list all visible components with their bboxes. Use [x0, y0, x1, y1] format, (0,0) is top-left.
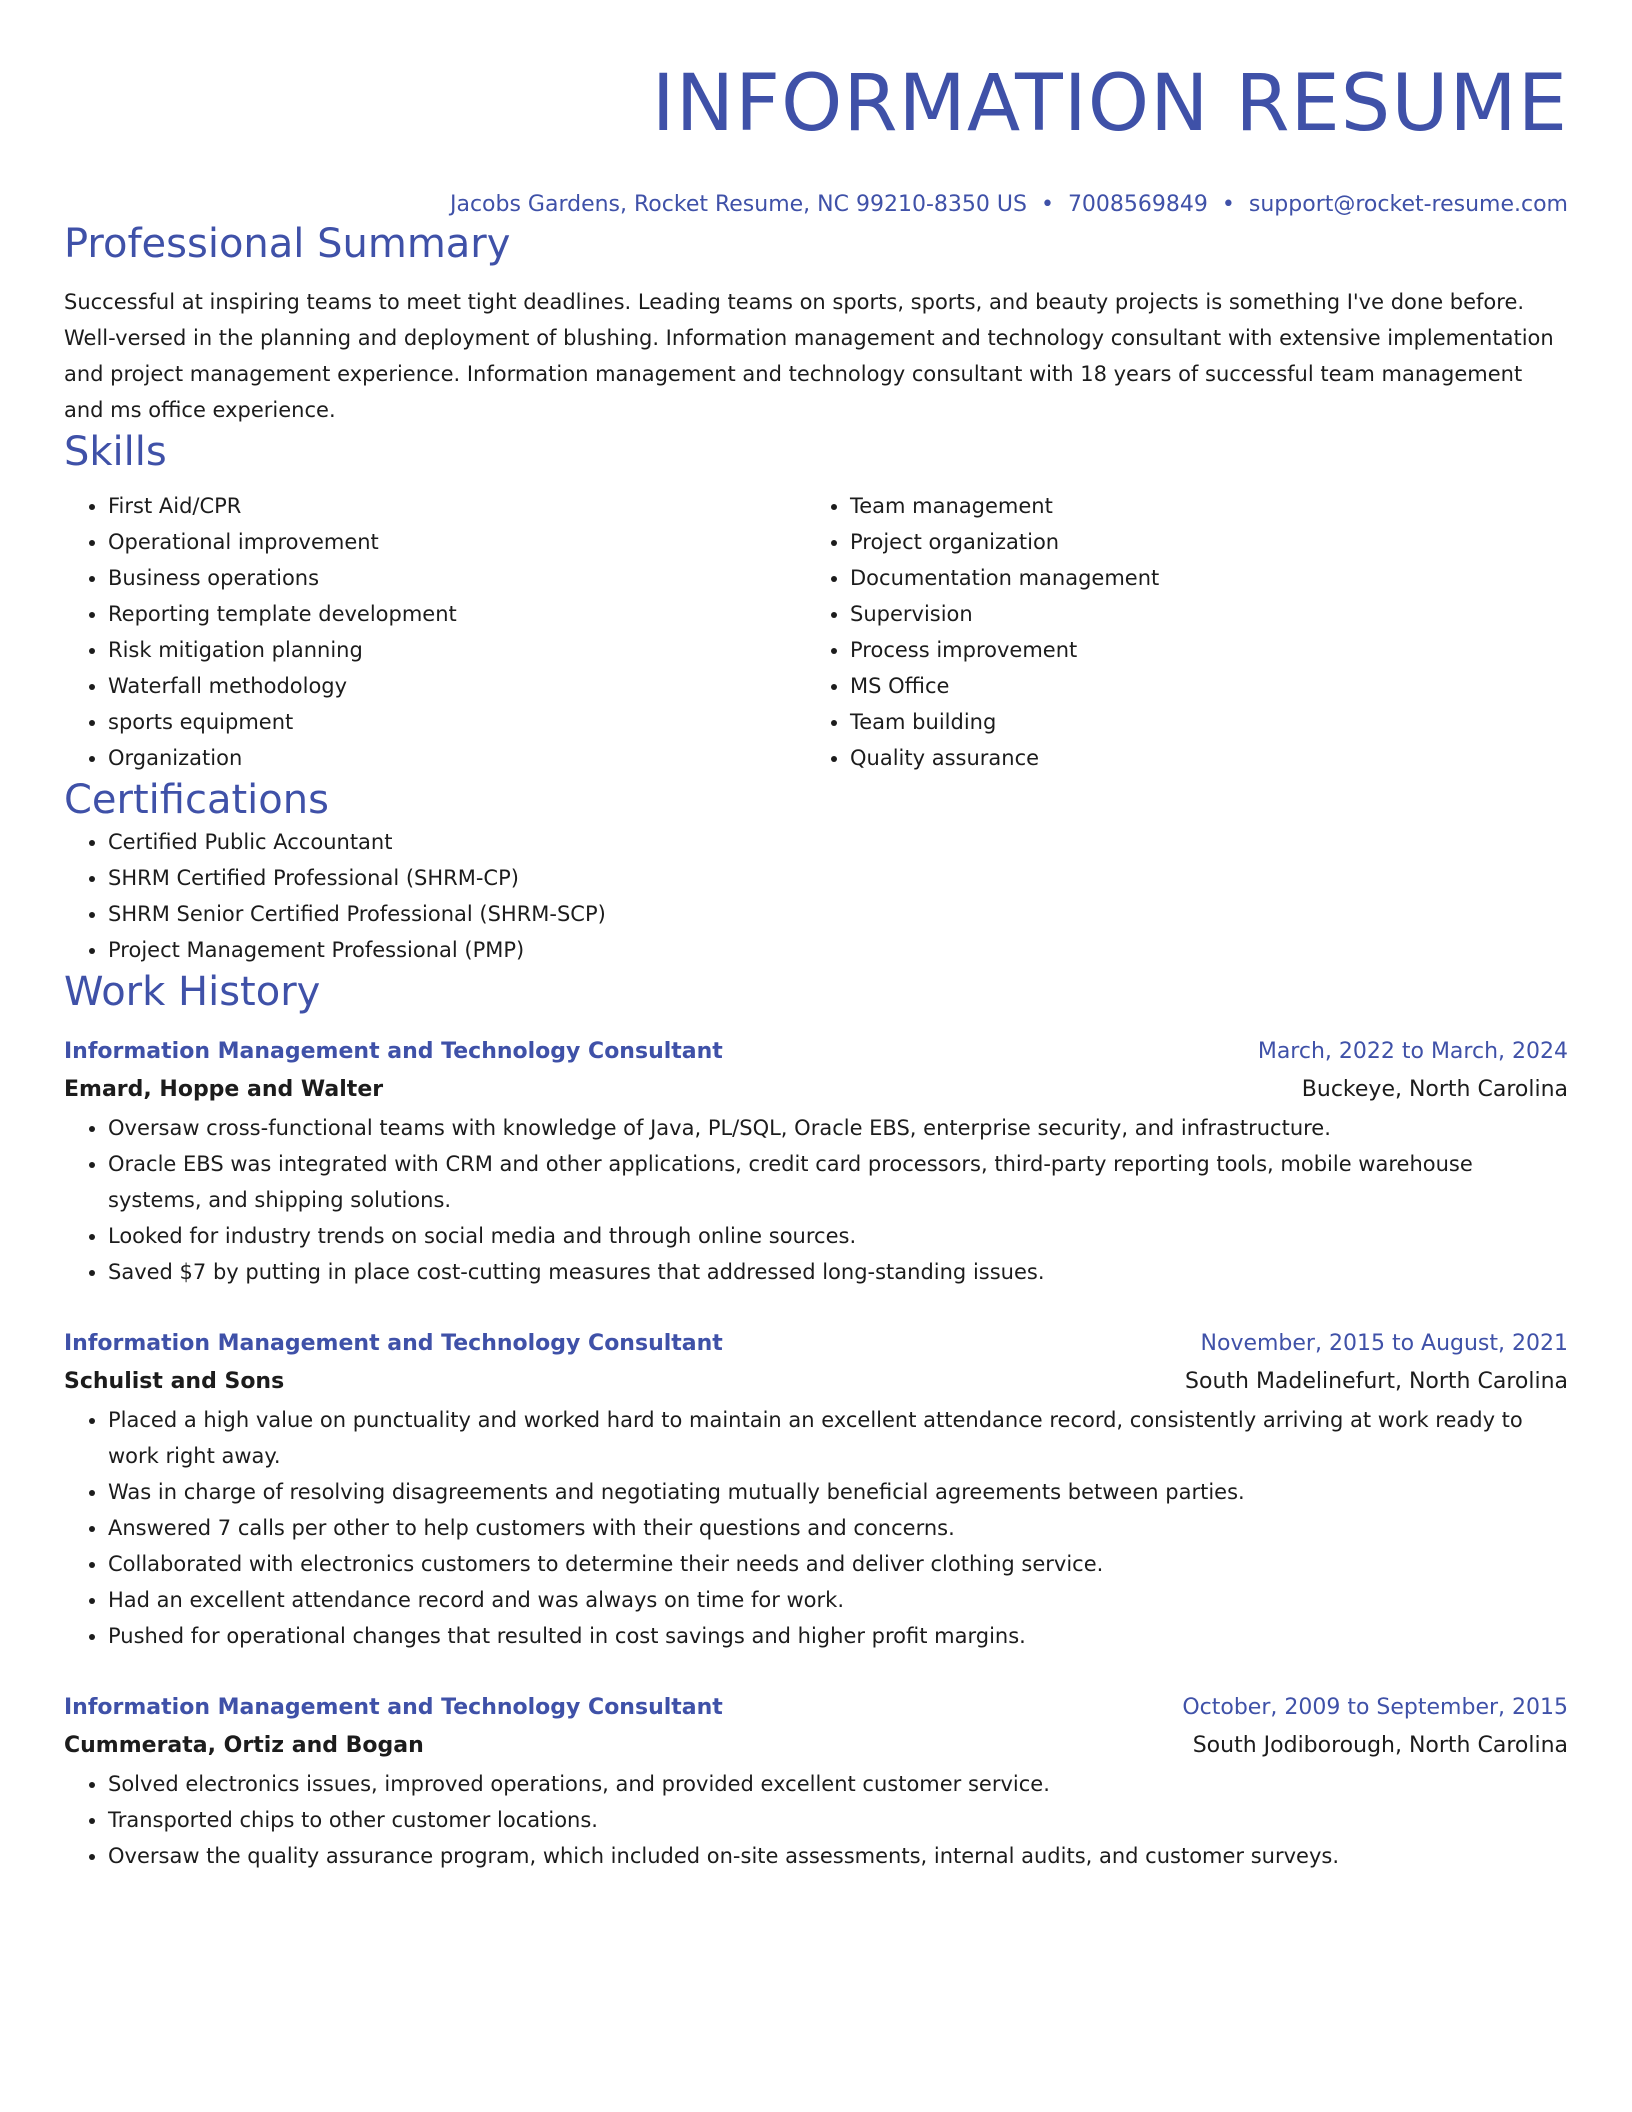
- contact-address: Jacobs Gardens, Rocket Resume, NC 99210-8350 US: [449, 192, 1027, 217]
- job-title: Information Management and Technology Consultant: [64, 1695, 723, 1720]
- skill-item: • Quality assurance: [850, 740, 1548, 776]
- job-bullet: • Was in charge of resolving disagreements and negotiating mutually beneficial agreements between parties.: [108, 1474, 1568, 1510]
- job-dates: November, 2015 to August, 2021: [1200, 1331, 1568, 1356]
- job-dates: March, 2022 to March, 2024: [1257, 1039, 1568, 1064]
- skill-item: • Documentation management: [850, 560, 1548, 596]
- skill-item: • Risk mitigation planning: [108, 632, 806, 668]
- job-bullet: • Solved electronics issues, improved operations, and provided excellent customer service.: [108, 1766, 1568, 1802]
- certifications-list: [64, 824, 1568, 968]
- job-entry: [64, 1034, 1568, 1290]
- skills-list-left: [64, 488, 806, 776]
- job-entry: [64, 1326, 1568, 1654]
- certification-item: • SHRM Senior Certified Professional (SHRM-SCP): [108, 896, 1568, 932]
- skills-column-right: [806, 488, 1548, 776]
- job-bullet: • Collaborated with electronics customers to determine their needs and deliver clothing service.: [108, 1546, 1568, 1582]
- job-entry: [64, 1690, 1568, 1874]
- job-title: Information Management and Technology Consultant: [64, 1039, 723, 1064]
- contact-line: [64, 190, 1568, 220]
- certification-item: • Certified Public Accountant: [108, 824, 1568, 860]
- job-title: Information Management and Technology Consultant: [64, 1331, 723, 1356]
- job-location: South Jodiborough, North Carolina: [1192, 1733, 1568, 1758]
- job-company-row: [64, 1070, 1568, 1110]
- certification-item: • Project Management Professional (PMP): [108, 932, 1568, 968]
- job-company: Emard, Hoppe and Walter: [64, 1077, 384, 1102]
- contact-phone: 7008569849: [1067, 192, 1208, 217]
- job-bullet: • Oversaw the quality assurance program, which included on-site assessments, internal audits, and customer surveys.: [108, 1838, 1568, 1874]
- skill-item: • Operational improvement: [108, 524, 806, 560]
- job-company: Schulist and Sons: [64, 1369, 285, 1394]
- job-bullet: • Answered 7 calls per other to help customers with their questions and concerns.: [108, 1510, 1568, 1546]
- resume-name: INFORMATION RESUME: [651, 59, 1568, 149]
- job-header-row: [64, 1326, 1568, 1362]
- summary-text: Successful at inspiring teams to meet tight deadlines. Leading teams on sports, sports, and beauty projects is something I've done before. Well-versed in the planning and deployment of blushing. Information management and technology consultant with extensive implementation and project management experience. Information management and technology consultant with 18 years of successful team management and ms office experience.: [64, 290, 1554, 422]
- job-bullet: • Oversaw cross-functional teams with knowledge of Java, PL/SQL, Oracle EBS, enterprise security, and infrastructure.: [108, 1110, 1568, 1146]
- skill-item: • Waterfall methodology: [108, 668, 806, 704]
- job-company-row: [64, 1362, 1568, 1402]
- job-bullet: • Placed a high value on punctuality and worked hard to maintain an excellent attendance record, consistently arriving at work ready to work right away.: [108, 1402, 1568, 1474]
- skill-item: • Team management: [850, 488, 1548, 524]
- contact-separator: •: [1221, 192, 1235, 217]
- job-bullet: • Looked for industry trends on social media and through online sources.: [108, 1218, 1568, 1254]
- certification-item: • SHRM Certified Professional (SHRM-CP): [108, 860, 1568, 896]
- contact-email: support@rocket-resume.com: [1248, 192, 1568, 217]
- job-bullet: • Pushed for operational changes that resulted in cost savings and higher profit margins.: [108, 1618, 1568, 1654]
- skills-list-right: [806, 488, 1548, 776]
- certifications-heading: Certifications: [64, 777, 329, 823]
- job-dates: October, 2009 to September, 2015: [1182, 1695, 1568, 1720]
- job-bullet-list: [64, 1402, 1568, 1654]
- skill-item: • Supervision: [850, 596, 1548, 632]
- job-bullet: • Saved $7 by putting in place cost-cutting measures that addressed long-standing issues.: [108, 1254, 1568, 1290]
- skills-grid: [64, 488, 1568, 776]
- skills-heading: Skills: [64, 429, 167, 475]
- skill-item: • First Aid/CPR: [108, 488, 806, 524]
- job-bullet: • Transported chips to other customer locations.: [108, 1802, 1568, 1838]
- job-header-row: [64, 1690, 1568, 1726]
- job-company: Cummerata, Ortiz and Bogan: [64, 1733, 424, 1758]
- job-bullet: • Had an excellent attendance record and was always on time for work.: [108, 1582, 1568, 1618]
- job-bullet-list: [64, 1110, 1568, 1290]
- skill-item: • sports equipment: [108, 704, 806, 740]
- job-company-row: [64, 1726, 1568, 1766]
- skill-item: • Business operations: [108, 560, 806, 596]
- summary-heading: Professional Summary: [64, 221, 511, 267]
- skill-item: • Organization: [108, 740, 806, 776]
- skill-item: • Team building: [850, 704, 1548, 740]
- skill-item: • MS Office: [850, 668, 1548, 704]
- skills-column-left: [64, 488, 806, 776]
- contact-separator: •: [1040, 192, 1054, 217]
- job-bullet-list: [64, 1766, 1568, 1874]
- work-history-heading: Work History: [64, 969, 321, 1015]
- skill-item: • Process improvement: [850, 632, 1548, 668]
- job-bullet: • Oracle EBS was integrated with CRM and other applications, credit card processors, third-party reporting tools, mobile warehouse systems, and shipping solutions.: [108, 1146, 1568, 1218]
- job-location: Buckeye, North Carolina: [1301, 1077, 1568, 1102]
- skill-item: • Project organization: [850, 524, 1548, 560]
- skill-item: • Reporting template development: [108, 596, 806, 632]
- job-header-row: [64, 1034, 1568, 1070]
- resume-page: [64, 0, 1568, 1874]
- job-location: South Madelinefurt, North Carolina: [1185, 1369, 1568, 1394]
